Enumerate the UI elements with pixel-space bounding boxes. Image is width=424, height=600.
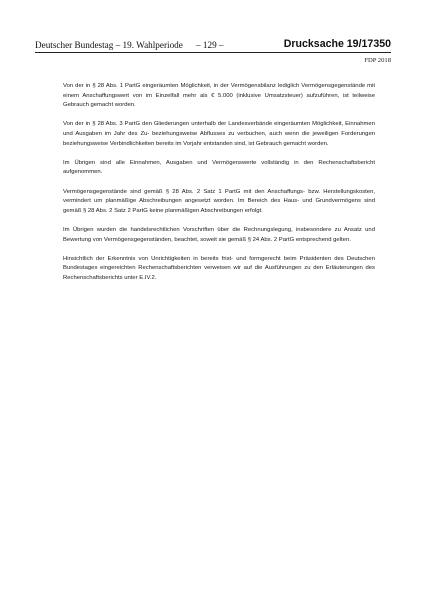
document-number <box>284 38 391 50</box>
paragraph: Im Übrigen sind alle Einnahmen, Ausgaben und Vermögenswerte vollständig in den Rechenschaftsbericht aufgenommen. <box>63 159 375 176</box>
page-number: – 129 – <box>196 40 224 50</box>
section-label: FDP 2018 <box>364 57 391 64</box>
document-number-value: 17350 <box>361 38 391 50</box>
document-number-prefix: Drucksache 19/ <box>283 38 362 50</box>
header-rule <box>35 52 391 53</box>
running-header-left: Deutscher Bundestag – 19. Wahlperiode <box>35 40 183 50</box>
paragraph: Hinsichtlich der Erkenntnis von Unrichtigkeiten in bereits frist- und formgerecht beim Präsidenten des Deutschen Bundestages eingereichten Rechenschaftsberichten verweisen wir auf die Ausführungen zu den Erläuterungen des Rechenschaftsberichts unter E.IV.2. <box>63 255 375 281</box>
body-text <box>63 82 375 293</box>
paragraph: Im Übrigen wurden die handelsrechtlichen Vorschriften über die Rechnungslegung, insbesondere zu Ansatz und Bewertung von Vermögensgegenständen, beachtet, soweit sie gemäß § 24 Abs. 2 PartG entsprechend gelten. <box>63 226 375 243</box>
paragraph: Vermögensgegenstände sind gemäß § 28 Abs. 2 Satz 1 PartG mit den Anschaffungs- bzw. Herstellungskosten, vermindert um planmäßige Abschreibungen angesetzt worden. Im Bereich des Haus- und Grundvermögens sind gemäß § 28 Abs. 2 Satz 2 PartG keine planmäßigen Abschreibungen erfolgt. <box>63 188 375 214</box>
paragraph: Von der in § 28 Abs. 3 PartG den Gliederungen unterhalb der Landesverbände eingeräumten Möglichkeit, Einnahmen und Ausgaben im Jahr des Zu- beziehungsweise Abflusses zu verbuchen, auch wenn die jeweiligen Forderungen beziehungsweise Verbindlichkeiten bereits im Vorjahr entstanden sind, ist Gebrauch gemacht worden. <box>63 121 375 147</box>
paragraph: Von der in § 28 Abs. 1 PartG eingeräumten Möglichkeit, in der Vermögensbilanz lediglich Vermögensgegenstände mit einem Anschaffungswert von im Einzelfall mehr als € 5.000 (inklusive Umsatzsteuer) aufzuführen, ist teilweise Gebrauch gemacht worden. <box>63 83 375 109</box>
